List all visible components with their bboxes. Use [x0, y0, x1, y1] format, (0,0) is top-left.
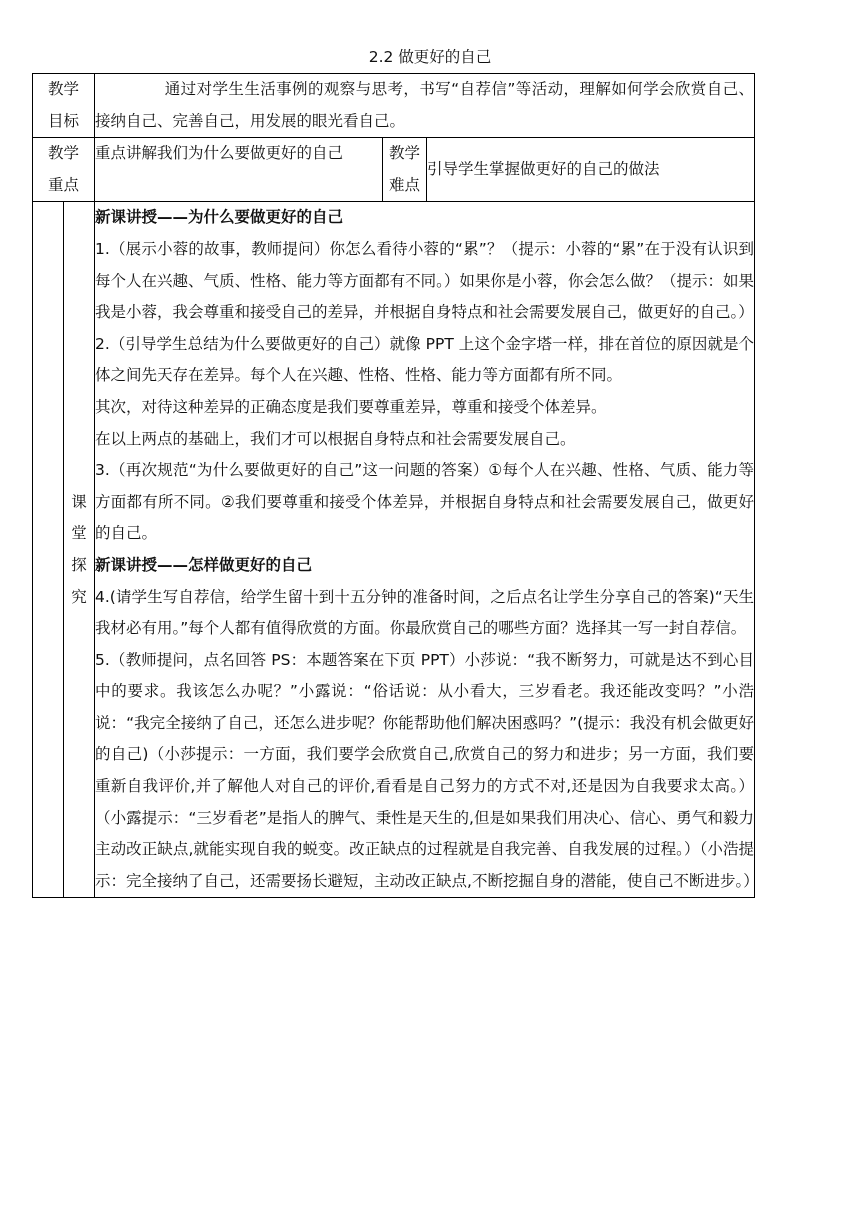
header-text: 难点 — [389, 175, 421, 194]
row-teaching-goal — [33, 74, 755, 138]
cell-teaching-goal — [95, 74, 755, 138]
paragraph: 3.（再次规范“为什么要做更好的自己”这一问题的答案）①每个人在兴趣、性格、气质、能力等方面都有所不同。②我们要尊重和接受个体差异，并根据自身特点和社会需要发展自己，做更好的自己。 — [95, 461, 755, 543]
key-point-text: 重点讲解我们为什么要做更好的自己 — [95, 144, 344, 163]
cell-class-content — [95, 202, 759, 898]
header-key-point — [33, 138, 95, 202]
paragraph: 5.（教师提问，点名回答 PS：本题答案在下页 PPT）小莎说：“我不断努力，可就是达不到心目中的要求。我该怎么办呢？”小露说：“俗话说：从小看大，三岁看老。我还能改变吗？”小浩说：“我完全接纳了自己，还怎么进步呢？你能帮助他们解决困惑吗？”(提示：我没有机会做更好的自己)（小莎提示：一方面，我们要学会欣赏自己,欣赏自己的努力和进步；另一方面，我们要重新自我评价,并了解他人对自己的评价,看看是自己努力的方式不对,还是因为自我要求太高。）（小露提示：“三岁看老”是指人的脾气、秉性是天生的,但是如果我们用决心、信心、勇气和毅力主动改正缺点,就能实现自我的蜕变。改正缺点的过程就是自我完善、自我发展的过程。）（小浩提示：完全接纳了自己，还需要扬长避短，主动改正缺点,不断挖掘自身的潜能，使自己不断进步。） — [95, 650, 759, 890]
section-title-why: 新课讲授——为什么要做更好的自己 — [95, 208, 344, 227]
paragraph: 在以上两点的基础上，我们才可以根据自身特点和社会需要发展自己。 — [95, 429, 576, 448]
document-title: 2.2 做更好的自己 — [368, 48, 492, 66]
blank-column — [33, 202, 64, 898]
row-class-exploration — [33, 202, 755, 898]
paragraph: 2.（引导学生总结为什么要做更好的自己）就像 PPT 上这个金字塔一样，排在首位的原因就是个体之间先天存在差异。每个人在兴趣、性格、性格、能力等方面都有所不同。 — [95, 334, 755, 385]
header-text: 教学 — [48, 144, 80, 163]
teaching-goal-text: 通过对学生生活事例的观察与思考，书写“自荐信”等活动，理解如何学会欣赏自己、接纳自己、完善自己，用发展的眼光看自己。 — [95, 80, 755, 130]
header-text: 目标 — [48, 111, 80, 130]
row-key-points — [33, 138, 755, 202]
paragraph: 4.(请学生写自荐信，给学生留十到十五分钟的准备时间，之后点名让学生分享自己的答案)“天生我材必有用。”每个人都有值得欣赏的方面。你最欣赏自己的哪些方面？选择其一写一封自荐信。 — [95, 587, 755, 638]
header-teaching-goal — [33, 74, 95, 138]
cell-difficulty — [427, 138, 755, 202]
header-text: 教学 — [48, 80, 80, 98]
lesson-plan-table — [32, 73, 759, 898]
cell-key-point — [95, 138, 383, 202]
label-char: 堂 — [71, 524, 87, 543]
section-title-how: 新课讲授——怎样做更好的自己 — [95, 555, 313, 574]
label-char: 课 — [71, 492, 87, 511]
difficulty-text: 引导学生掌握做更好的自己的做法 — [427, 159, 660, 178]
label-char: 探 — [71, 555, 87, 574]
header-text: 教学 — [389, 144, 421, 163]
header-text: 重点 — [48, 175, 80, 194]
header-difficulty — [383, 138, 427, 202]
paragraph: 其次，对待这种差异的正确态度是我们要尊重差异，尊重和接受个体差异。 — [95, 397, 607, 416]
label-char: 究 — [71, 587, 87, 606]
label-class-exploration — [64, 202, 95, 898]
paragraph: 1.（展示小蓉的故事，教师提问）你怎么看待小蓉的“累”？（提示：小蓉的“累”在于没有认识到每个人在兴趣、气质、性格、能力等方面都有不同。）如果你是小蓉，你会怎么做？（提示：如果我是小蓉，我会尊重和接受自己的差异，并根据自身特点和社会需要发展自己，做更好的自己。） — [95, 239, 755, 322]
